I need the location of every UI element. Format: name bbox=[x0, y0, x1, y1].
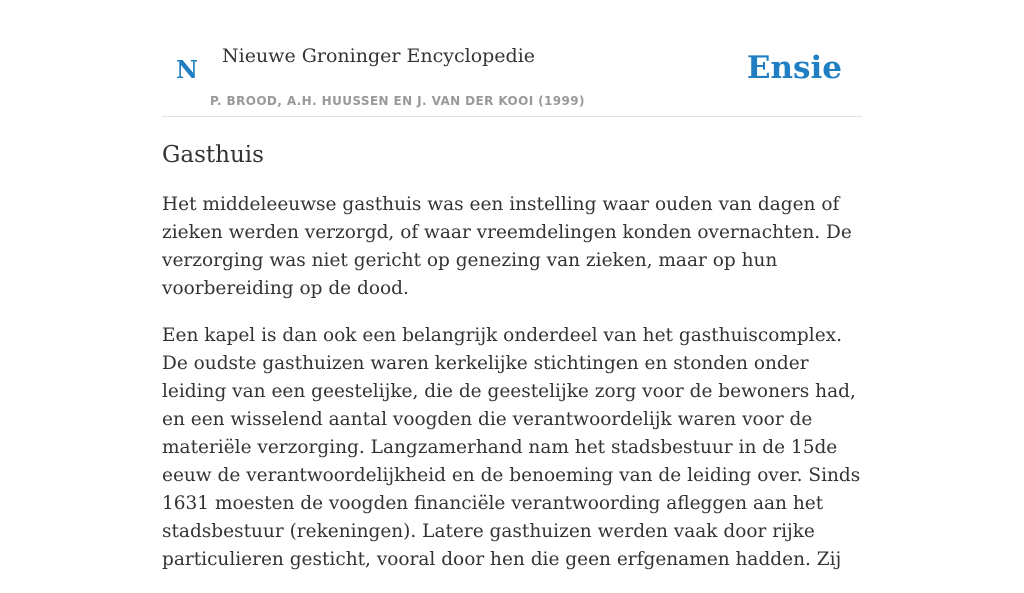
publication-authors: P. BROOD, A.H. HUUSSEN EN J. VAN DER KOOI (1999) bbox=[210, 94, 585, 108]
article-paragraph: Een kapel is dan ook een belangrijk onderdeel van het gasthuiscomplex. De oudste gasthuizen waren kerkelijke stichtingen en stonden onder leiding van een geestelijke, die de geestelijke zorg voor de bewoners had, en een wisselend aantal voogden die verantwoordelijk waren voor de materiële verzorging. Langzamerhand nam het stadsbestuur in de 15de eeuw de verantwoordelijkheid en de benoeming van de leiding over. Sinds 1631 moesten de voogden financiële verantwoording afleggen aan het stadsbestuur (rekeningen). Latere gasthuizen werden vaak door rijke particulieren gesticht, vooral door hen die geen erfgenamen hadden. Zij bbox=[162, 325, 861, 570]
publication-header bbox=[162, 0, 862, 117]
article-title: Gasthuis bbox=[162, 142, 264, 168]
publication-title[interactable]: Nieuwe Groninger Encyclopedie bbox=[222, 45, 536, 67]
article bbox=[162, 139, 868, 593]
ensie-logo-link[interactable]: Ensie bbox=[746, 50, 842, 86]
article-paragraph: Het middeleeuwse gasthuis was een instelling waar ouden van dagen of zieken werden verzorgd, of waar vreemdelingen konden overnachten. De verzorging was niet gericht op genezing van zieken, maar op hun voorbereiding op de dood. bbox=[162, 194, 852, 299]
publication-logo-mark[interactable]: N bbox=[176, 55, 198, 84]
